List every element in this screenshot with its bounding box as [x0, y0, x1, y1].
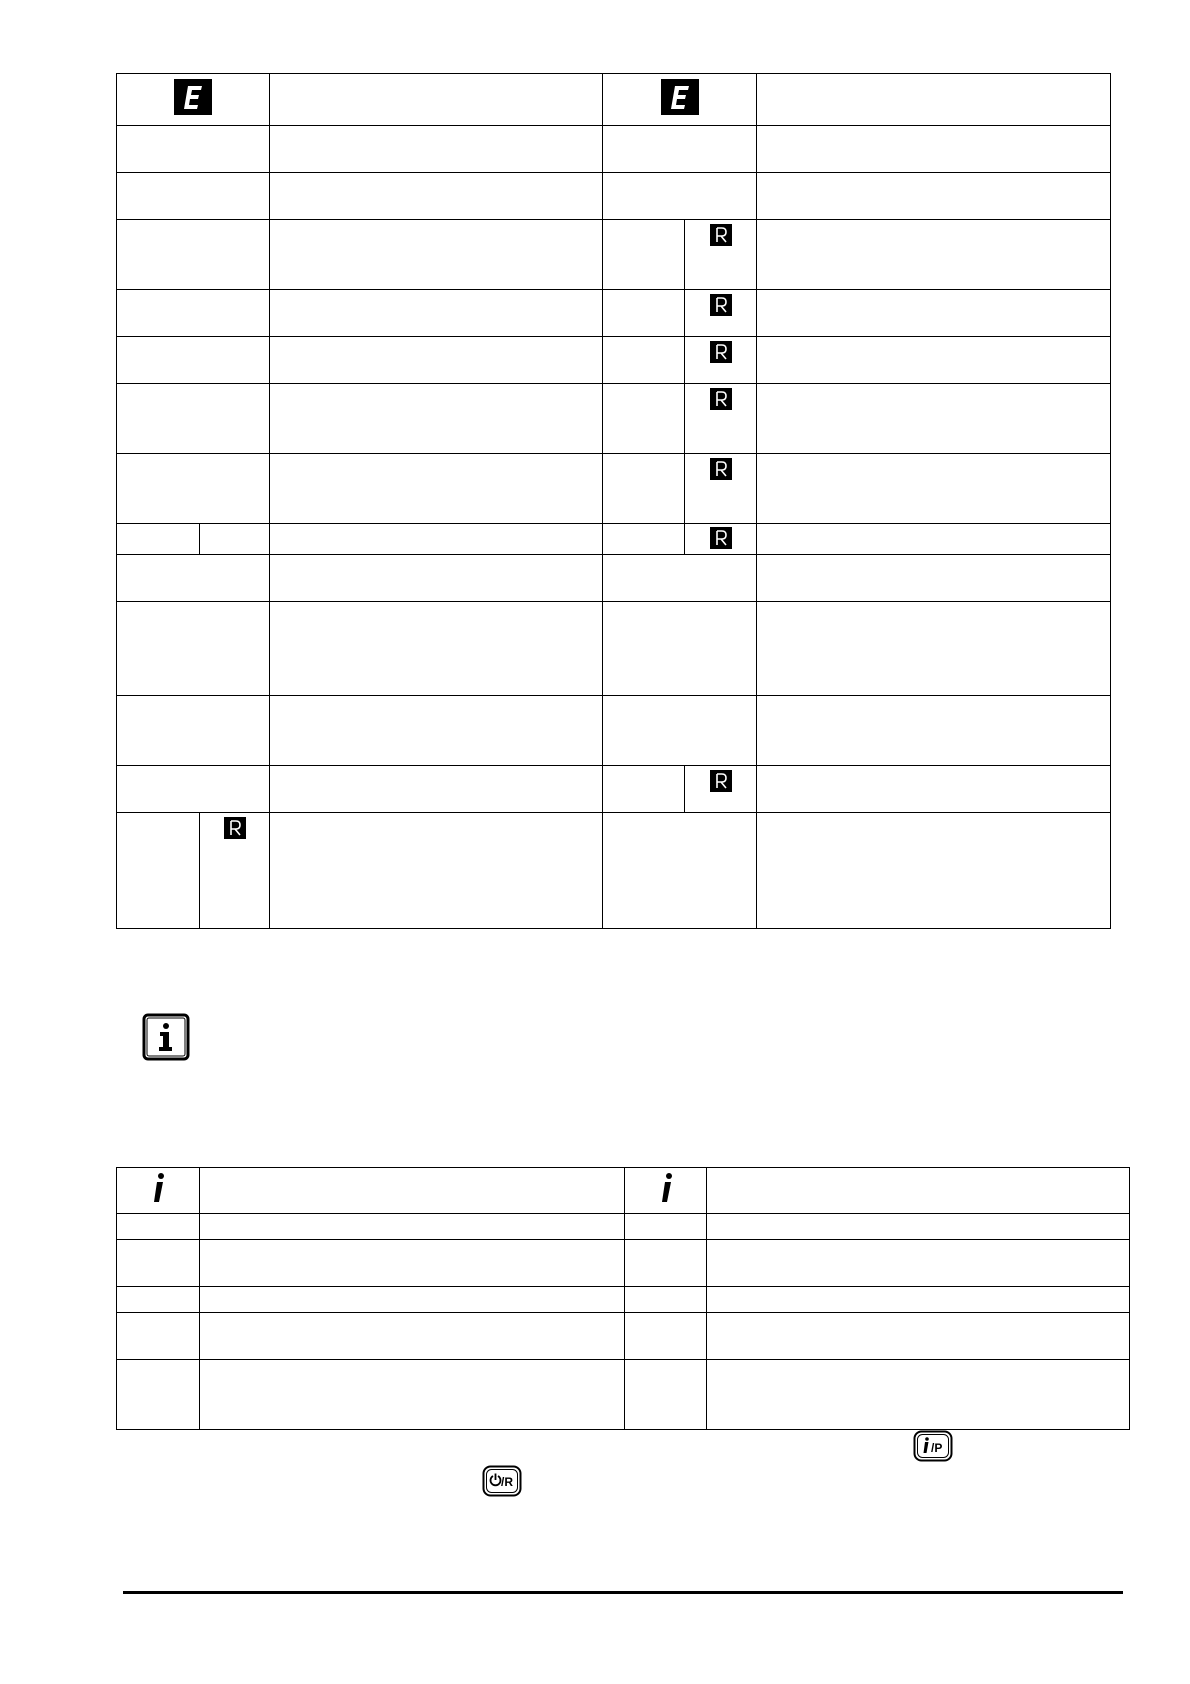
- table-row: [117, 1313, 1130, 1360]
- reset-r-icon: [710, 770, 732, 792]
- table-row: [117, 602, 1111, 696]
- reset-r-icon: [710, 458, 732, 480]
- header-code-cell-left: [117, 74, 270, 126]
- table-row: [117, 454, 1111, 524]
- table-row: [117, 1240, 1130, 1287]
- reset-r-icon: [224, 817, 246, 839]
- table-row: [117, 696, 1111, 766]
- header-desc-cell-right: [757, 74, 1111, 126]
- table-row: [117, 290, 1111, 337]
- table-row: [117, 337, 1111, 384]
- info-i-letter-icon: [148, 1170, 168, 1206]
- display-e-icon: [661, 79, 699, 115]
- error-code-table: [116, 73, 1111, 929]
- footer-rule: [123, 1591, 1123, 1594]
- table-row: [117, 126, 1111, 173]
- table-row: [117, 1287, 1130, 1313]
- svg-text:/R: /R: [501, 1475, 513, 1489]
- header-desc-cell-left: [270, 74, 603, 126]
- table-header-row: [117, 1168, 1130, 1214]
- table-row: [117, 384, 1111, 454]
- info-p-key-icon: [913, 1430, 953, 1462]
- header-code-cell-right: [603, 74, 757, 126]
- table-row: [117, 173, 1111, 220]
- reset-r-icon: [710, 294, 732, 316]
- table-row: [117, 1214, 1130, 1240]
- reset-r-icon: [710, 527, 732, 549]
- table-row: [117, 220, 1111, 290]
- header-code-cell-right: [625, 1168, 707, 1214]
- table-row: [117, 555, 1111, 602]
- reset-r-icon: [710, 224, 732, 246]
- info-i-letter-icon: [656, 1170, 676, 1206]
- power-reset-key-icon: [482, 1465, 522, 1497]
- info-code-table: [116, 1167, 1130, 1430]
- table-header-row: [117, 74, 1111, 126]
- table-row: [117, 524, 1111, 555]
- header-code-cell-left: [117, 1168, 200, 1214]
- svg-text:/P: /P: [931, 1441, 943, 1455]
- reset-r-icon: [710, 341, 732, 363]
- reset-r-icon: [710, 388, 732, 410]
- table-row: [117, 766, 1111, 813]
- info-i-icon: [142, 1013, 190, 1061]
- table-row: [117, 1360, 1130, 1430]
- display-e-icon: [174, 79, 212, 115]
- table-row: [117, 813, 1111, 929]
